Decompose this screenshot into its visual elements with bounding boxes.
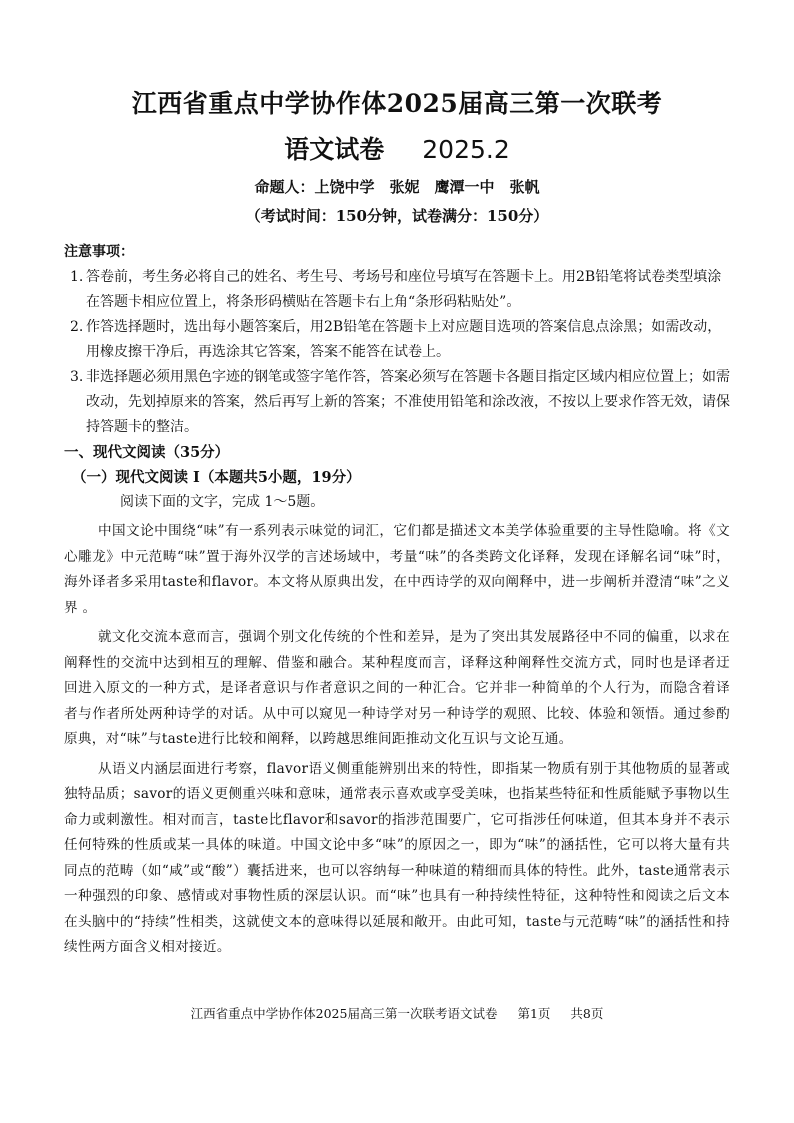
section-title: 一、现代文阅读（35分） xyxy=(64,444,230,461)
note-item xyxy=(64,265,730,315)
reading-instruction: 阅读下面的文字，完成 1～5题。 xyxy=(120,494,325,510)
exam-title: 江西省重点中学协作体2025届高三第一次联考 xyxy=(131,89,663,118)
footer-exam-name: 江西省重点中学协作体2025届高三第一次联考语文试卷 xyxy=(190,1006,498,1021)
note-number: 1. xyxy=(70,269,84,285)
note-number: 2. xyxy=(70,319,84,335)
note-text: 答卷前，考生务必将自己的姓名、考生号、考场号和座位号填写在答题卡上。用2B铅笔将试卷类型填涂在答题卡相应位置上，将条形码横贴在答题卡右上角“条形码粘贴处”。 xyxy=(86,269,722,310)
exam-date: 2025.2 xyxy=(422,135,510,164)
exam-subtitle-line xyxy=(0,130,794,166)
note-item xyxy=(64,365,730,440)
section-subtitle: （一）现代文阅读 I（本题共5小题，19分） xyxy=(72,469,361,486)
reading-paragraph: 就文化交流本意而言，强调个别文化传统的个性和差异，是为了突出其发展路径中不同的偏重，以求在阐释性的交流中达到相互的理解、借鉴和融合。某种程度而言，译释这种阐释性交流方式，同时也是译者迂回进入原文的一种方式，是译者意识与作者意识之间的一种汇合。它并非一种简单的个人行为，而隐含着译者与作者所处两种诗学的对话。从中可以窥见一种诗学对另一种诗学的观照、比较、体验和领悟。通过参酌原典，对“味”与taste进行比较和阐释，以跨越思维间距推动文化互识与文论互通。 xyxy=(64,629,730,747)
note-text: 作答选择题时，选出每小题答案后，用2B铅笔在答题卡上对应题目选项的答案信息点涂黑；如需改动，用橡皮擦干净后，再选涂其它答案，答案不能答在试卷上。 xyxy=(86,319,722,360)
footer-total-pages: 共8页 xyxy=(570,1006,604,1021)
subject-title: 语文试卷 xyxy=(284,135,385,164)
reading-paragraph: 从语义内涵层面进行考察，flavor语义侧重能辨别出来的特性，即指某一物质有别于其他物质的显著或独特品质；savor的语义更侧重兴味和意味，通常表示喜欢或享受美味，也指某些特征和性质能赋予事物以生命力或刺激性。相对而言，taste比flavor和savor的指涉范围要广，它可指涉任何味道，但其本身并不表示任何特殊的性质或某一具体的味道。中国文论中多“味”的原因之一，即为“味”的涵括性，它可以将大量有共同点的范畴（如“咸”或“酸”）囊括进来，也可以容纳每一种味道的精细而具体的特性。此外，taste通常表示一种强烈的印象、感情或对事物性质的深层认识。而“味”也具有一种持续性特征，这种特性和阅读之后文本在头脑中的“持续”性相类，这就使文本的意味得以延展和敞开。由此可知，taste与元范畴“味”的涵括性和持续性两方面含义相对接近。 xyxy=(64,760,730,955)
exam-body xyxy=(64,240,730,961)
note-item xyxy=(64,315,730,365)
reading-paragraph: 中国文论中围绕“味”有一系列表示味觉的词汇，它们都是描述文本美学体验重要的主导性隐喻。将《文心雕龙》中元范畴“味”置于海外汉学的言述场域中，考量“味”的各类跨文化译释，发现在译解名词“味”时，海外译者多采用taste和flavor。本文将从原典出发，在中西诗学的双向阐释中，进一步阐析并澄清“味”之义界 。 xyxy=(64,523,730,616)
note-number: 3. xyxy=(70,369,84,385)
note-text: 非选择题必须用黑色字迹的钢笔或签字笔作答，答案必须写在答题卡各题目指定区域内相应位置上；如需改动，先划掉原来的答案，然后再写上新的答案；不准使用铅笔和涂改液，不按以上要求作答无效，请保持答题卡的整洁。 xyxy=(86,369,730,435)
page-footer xyxy=(0,1004,794,1022)
exam-info: （考试时间：150分钟，试卷满分：150分） xyxy=(245,207,549,225)
notes-heading: 注意事项： xyxy=(64,244,134,260)
exam-authors: 命题人：上饶中学 张妮 鹰潭一中 张帆 xyxy=(254,178,540,196)
footer-page-number: 第1页 xyxy=(517,1006,551,1021)
